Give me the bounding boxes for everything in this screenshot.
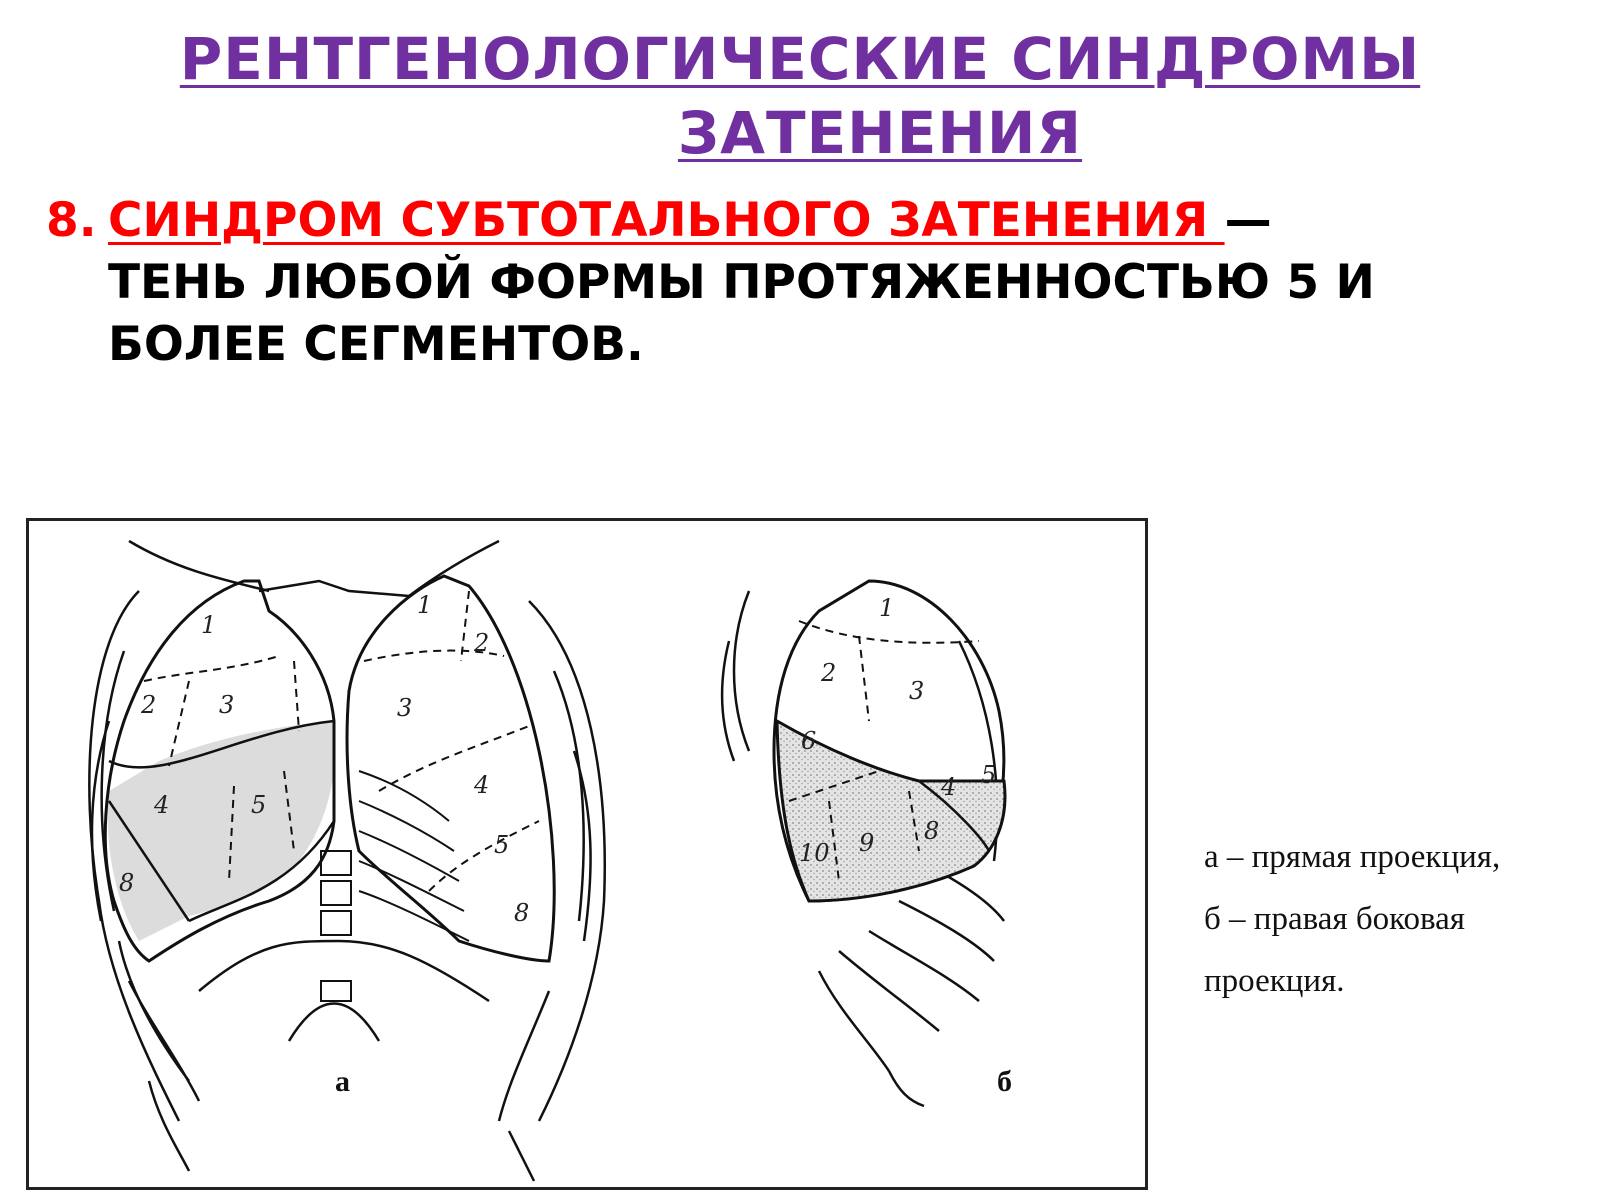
panel-a-label: а bbox=[335, 1065, 350, 1098]
frontal-right-seg-2: 2 bbox=[141, 691, 157, 719]
frontal-left-seg-4: 4 bbox=[474, 771, 490, 799]
item-text-line-2: БОЛЕЕ СЕГМЕНТОВ. bbox=[108, 317, 644, 372]
frontal-left-seg-2: 2 bbox=[474, 629, 490, 657]
lateral-seg-2: 2 bbox=[821, 659, 837, 687]
title-line-1: РЕНТГЕНОЛОГИЧЕСКИЕ СИНДРОМЫ bbox=[179, 25, 1421, 93]
figure-caption bbox=[1204, 826, 1594, 1012]
title-line-2: ЗАТЕНЕНИЯ bbox=[677, 99, 1083, 167]
frontal-left-seg-1: 1 bbox=[417, 591, 433, 619]
syndrome-item bbox=[46, 190, 1566, 376]
frontal-lower-ribs bbox=[359, 771, 469, 941]
caption-line-2: б – правая боковая bbox=[1204, 901, 1465, 937]
frontal-left-seg-3: 3 bbox=[397, 694, 413, 722]
lateral-seg-9: 9 bbox=[859, 829, 875, 857]
figure-drawing bbox=[29, 521, 1145, 1187]
frontal-right-seg-3: 3 bbox=[219, 691, 235, 719]
lateral-projection bbox=[722, 581, 1012, 1106]
frontal-right-seg-8: 8 bbox=[119, 869, 135, 897]
lateral-seg-1: 1 bbox=[879, 594, 895, 622]
syndrome-term: СИНДРОМ СУБТОТАЛЬНОГО ЗАТЕНЕНИЯ bbox=[108, 193, 1225, 248]
frontal-spine bbox=[321, 851, 351, 1001]
frontal-right-seg-5: 5 bbox=[251, 791, 267, 819]
frontal-right-seg-4: 4 bbox=[154, 791, 170, 819]
item-text-line-1: ТЕНЬ ЛЮБОЙ ФОРМЫ ПРОТЯЖЕННОСТЬЮ 5 И bbox=[108, 255, 1375, 310]
caption-line-3: проекция. bbox=[1204, 963, 1345, 999]
lateral-seg-5: 5 bbox=[981, 761, 997, 789]
lateral-seg-6: 6 bbox=[801, 727, 817, 755]
frontal-ribs-left-side bbox=[499, 601, 605, 1181]
frontal-left-seg-8: 8 bbox=[514, 899, 530, 927]
slide-title bbox=[0, 22, 1600, 170]
caption-line-1: а – прямая проекция, bbox=[1204, 839, 1501, 875]
lateral-seg-3: 3 bbox=[909, 677, 925, 705]
frontal-left-seg-5: 5 bbox=[494, 831, 510, 859]
item-number: 8. bbox=[46, 193, 97, 248]
panel-b-label: б bbox=[997, 1065, 1012, 1098]
frontal-right-seg-1: 1 bbox=[201, 611, 217, 639]
lung-segments-figure bbox=[26, 518, 1148, 1190]
frontal-projection bbox=[89, 541, 604, 1181]
lateral-seg-10: 10 bbox=[799, 839, 830, 867]
term-dash: — bbox=[1224, 193, 1272, 248]
lateral-seg-4: 4 bbox=[941, 773, 957, 801]
lateral-seg-8: 8 bbox=[924, 817, 940, 845]
